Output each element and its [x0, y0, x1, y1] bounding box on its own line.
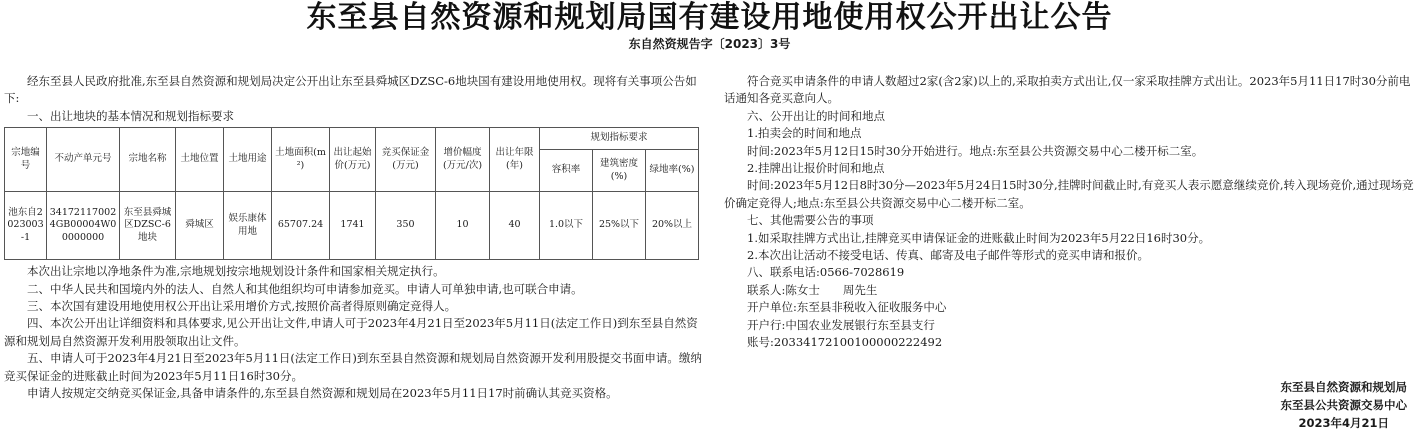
paragraph-land-condition: 本次出让宗地以净地条件为准,宗地规划按宗地规划设计条件和国家相关规定执行。	[27, 264, 445, 279]
auction-time-place: 时间:2023年5月12日15时30分开始进行。地点:东至县公共资源交易中心二楼开标二室。	[747, 143, 1204, 158]
table-header: 出让起始价(万元)	[330, 128, 376, 192]
table-cell: 350	[376, 192, 436, 260]
table-cell: 舜城区	[176, 192, 224, 260]
paragraph-qualification: 申请人按规定交纳竞买保证金,具备申请条件的,东至县自然资源和规划局在2023年5月11日17时前确认其竞买资格。	[27, 386, 618, 401]
contact-persons: 联系人:陈女士 周先生	[747, 282, 878, 297]
table-header: 土地面积(m²)	[272, 128, 330, 192]
table-cell: 10	[436, 192, 490, 260]
table-cell: 341721170024GB00004W00000000	[47, 192, 120, 260]
table-header: 宗地编号	[5, 128, 47, 192]
table-header: 土地位置	[176, 128, 224, 192]
table-cell: 20%以上	[646, 192, 699, 260]
table-header: 土地用途	[224, 128, 272, 192]
table-subheader: 绿地率(%)	[646, 150, 699, 192]
table-cell: 25%以下	[593, 192, 646, 260]
bank-account-holder: 开户单位:东至县非税收入征收服务中心	[747, 300, 947, 315]
bank-name: 开户行:中国农业发展银行东至县支行	[747, 317, 935, 332]
table-cell: 1741	[330, 192, 376, 260]
subheading-listing: 2.挂牌出让报价时间和地点	[747, 161, 885, 176]
table-cell: 1.0以下	[540, 192, 593, 260]
signature-date: 2023年4月21日	[1298, 416, 1389, 430]
other-item-1: 1.如采取挂牌方式出让,挂牌竞买申请保证金的进账截止时间为2023年5月22日16时30分。	[747, 230, 1211, 245]
other-item-2: 2.本次出让活动不接受电话、传真、邮寄及电子邮件等形式的竞买申请和报价。	[747, 248, 1149, 263]
signature-org-1: 东至县自然资源和规划局	[1280, 380, 1407, 394]
signature-org-2: 东至县公共资源交易中心	[1280, 398, 1407, 412]
table-header-row	[5, 128, 699, 150]
table-subheader: 建筑密度(%)	[593, 150, 646, 192]
right-column	[724, 73, 1414, 352]
section-heading-7: 七、其他需要公告的事项	[747, 213, 874, 228]
intro-paragraph: 经东至县人民政府批准,东至县自然资源和规划局决定公开出让东至县舜城区DZSC-6地块国有建设用地使用权。现将有关事项公告如下:	[4, 74, 697, 106]
table-cell: 40	[490, 192, 540, 260]
paragraph-auction-rule: 符合竞买申请条件的申请人数超过2家(含2家)以上的,采取拍卖方式出让,仅一家采取挂牌方式出让。2023年5月11日17时30分前电话通知各竞买意向人。	[724, 74, 1411, 106]
document-number: 东自然资规告字〔2023〕3号	[628, 37, 791, 51]
table-header-group: 规划指标要求	[540, 128, 699, 150]
signature-block	[1281, 378, 1408, 432]
paragraph-method: 三、本次国有建设用地使用权公开出让采用增价方式,按照价高者得原则确定竞得人。	[27, 299, 457, 314]
bank-account-number: 账号:20334172100100000222492	[747, 335, 943, 350]
table-cell: 娱乐康体用地	[224, 192, 272, 260]
table-header: 不动产单元号	[47, 128, 120, 192]
plot-info-table	[4, 127, 699, 260]
table-row	[5, 192, 699, 260]
notice-title: 东至县自然资源和规划局国有建设用地使用权公开出让公告	[306, 0, 1113, 35]
section-heading-1: 一、出让地块的基本情况和规划指标要求	[27, 108, 234, 123]
paragraph-documents: 四、本次公开出让详细资料和具体要求,见公开出让文件,申请人可于2023年4月21日至2023年5月11日(法定工作日)到东至县自然资源和规划局自然资源开发利用股领取出让文件。	[4, 316, 698, 348]
table-header: 宗地名称	[120, 128, 176, 192]
left-column	[4, 73, 704, 402]
table-cell: 65707.24	[272, 192, 330, 260]
paragraph-applicants: 二、中华人民共和国境内外的法人、自然人和其他组织均可申请参加竞买。申请人可单独申请,也可联合申请。	[27, 281, 583, 296]
table-header: 出让年限(年)	[490, 128, 540, 192]
table-cell: 池东自2023003-1	[5, 192, 47, 260]
section-heading-6: 六、公开出让的时间和地点	[747, 108, 885, 123]
table-header: 竞买保证金(万元)	[376, 128, 436, 192]
table-cell: 东至县舜城区DZSC-6地块	[120, 192, 176, 260]
contact-phone: 八、联系电话:0566-7028619	[747, 265, 905, 280]
listing-time-place: 时间:2023年5月12日8时30分—2023年5月24日15时30分,挂牌时间截止时,有竞买人表示愿意继续竞价,转入现场竞价,通过现场竞价确定竞得人;地点:东至县公共资源交易中心二楼开标二室。	[724, 178, 1414, 210]
table-subheader: 容积率	[540, 150, 593, 192]
table-header: 增价幅度(万元/次)	[436, 128, 490, 192]
subheading-auction: 1.拍卖会的时间和地点	[747, 126, 862, 141]
paragraph-application: 五、申请人可于2023年4月21日至2023年5月11日(法定工作日)到东至县自然资源和规划局自然资源开发利用股提交书面申请。缴纳竞买保证金的进账截止时间为2023年5月11日16时30分。	[4, 351, 702, 383]
